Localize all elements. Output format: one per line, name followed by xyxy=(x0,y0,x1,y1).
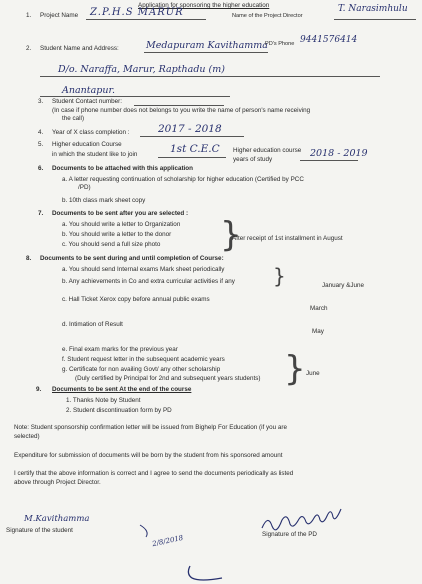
course-value: 1st C.E.C xyxy=(170,143,220,155)
after-first-installment-note: After receipt of 1st installment in August xyxy=(232,235,343,242)
docs-attached-a: a. A letter requesting continuation of scholarship for higher education (Certified by PCC xyxy=(62,176,304,183)
x-class-year-value: 2017 - 2018 xyxy=(158,123,222,135)
signature-date: 2/8/2018 xyxy=(151,533,184,549)
june-note: June xyxy=(306,370,320,377)
bracket-8ab: } xyxy=(273,264,286,288)
course-years-label-1: Higher education course xyxy=(233,147,302,154)
docs-attached-heading: Documents to be attached with this application xyxy=(52,165,193,172)
project-name-value: Z.P.H.S MARUR xyxy=(90,7,184,18)
project-director-label: Name of the Project Director xyxy=(232,13,303,19)
docs-during-course-a: a. You should send Internal exams Mark sheet periodically xyxy=(62,266,225,273)
docs-during-course-g-cont: (Duly certified by Principal for 2nd and subsequent years students) xyxy=(75,375,261,382)
expenditure-statement: Expenditure for submission of documents will be born by the student from his sponsored amount xyxy=(14,452,283,459)
course-years-label-2: years of study xyxy=(233,156,273,163)
item-number-3: 3. xyxy=(38,98,44,105)
contact-note-line-2: the call) xyxy=(62,115,85,122)
docs-after-selection-c: c. You should send a full size photo xyxy=(62,241,161,248)
docs-during-course-g: g. Certificate for non availing Govt/ any other scholarship xyxy=(62,366,221,373)
project-name-label: Project Name xyxy=(40,12,79,19)
contact-number-label: Student Contact number: xyxy=(52,98,123,105)
docs-after-selection-b: b. You should write a letter to the donor xyxy=(62,231,172,238)
item-number-6: 6. xyxy=(38,165,44,172)
certify-line-2: above through Project Director. xyxy=(14,479,101,486)
docs-during-course-heading: Documents to be sent during and until completion of Course: xyxy=(40,255,224,262)
student-name-address-label: Student Name and Address: xyxy=(40,45,119,52)
student-signature: M.Kavithamma xyxy=(24,514,90,524)
note-line-1: Note: Student sponsorship confirmation letter will be issued from Bighelp For Education (if you are xyxy=(14,424,288,431)
student-signature-label: Signature of the student xyxy=(6,527,73,534)
docs-during-course-e: e. Final exam marks for the previous year xyxy=(62,346,178,353)
docs-after-selection-a: a. You should write a letter to Organization xyxy=(62,221,181,228)
item-number-8: 8. xyxy=(26,255,32,262)
item-number-2: 2. xyxy=(26,45,32,52)
bracket-8efg: } xyxy=(284,349,306,389)
note-line-2: selected) xyxy=(14,433,40,440)
docs-end-of-course-heading: Documents to be sent At the end of the course xyxy=(52,386,192,393)
march-note: March xyxy=(310,305,328,312)
docs-during-course-f: f. Student request letter in the subsequent academic years xyxy=(62,356,225,363)
docs-attached-b: b. 10th class mark sheet copy xyxy=(62,197,146,204)
docs-attached-a-cont: /PD) xyxy=(78,184,91,191)
course-label-line-1: Higher education Course xyxy=(52,141,122,148)
pd-signature-label: Signature of the PD xyxy=(262,531,317,538)
january-june-note: January &June xyxy=(322,282,365,289)
docs-during-course-c: c. Hall Ticket Xerox copy before annual public exams xyxy=(62,296,210,303)
x-class-year-label: Year of X class completion : xyxy=(52,129,130,136)
docs-end-of-course-2: 2. Student discontinuation form by PD xyxy=(66,407,172,414)
may-note: May xyxy=(312,328,324,335)
student-address-line-1: D/o. Naraffa, Marur, Rapthadu (m) xyxy=(58,64,225,75)
item-number-5: 5. xyxy=(38,141,44,148)
student-address-line-2: Anantapur. xyxy=(62,85,115,96)
course-label-line-2: in which the student like to join xyxy=(52,151,138,158)
item-number-9: 9. xyxy=(36,386,42,393)
pd-phone-value: 9441576414 xyxy=(300,35,358,45)
certify-line-1: I certify that the above information is correct and I agree to send the documents periodically as listed xyxy=(14,470,294,477)
item-number-1: 1. xyxy=(26,12,32,19)
item-number-4: 4. xyxy=(38,129,44,136)
item-number-7: 7. xyxy=(38,210,44,217)
contact-note-line-1: (In case if phone number does not belongs to you write the name of person's name receiving xyxy=(52,107,311,114)
docs-end-of-course-1: 1. Thanks Note by Student xyxy=(66,397,141,404)
docs-during-course-d: d. Intimation of Result xyxy=(62,321,123,328)
docs-after-selection-heading: Documents to be sent after you are selected : xyxy=(52,210,189,217)
pd-phone-label: PD's Phone xyxy=(265,41,295,47)
course-years-value: 2018 - 2019 xyxy=(310,148,368,159)
docs-during-course-b: b. Any achievements in Co and extra curricular activities if any xyxy=(62,278,235,285)
project-director-value: T. Narasimhulu xyxy=(338,4,408,14)
student-name-value: Medapuram Kavithamma xyxy=(146,40,268,51)
bracket-7: } xyxy=(220,215,242,255)
form-heading: Application for sponsoring the higher education xyxy=(138,2,270,9)
